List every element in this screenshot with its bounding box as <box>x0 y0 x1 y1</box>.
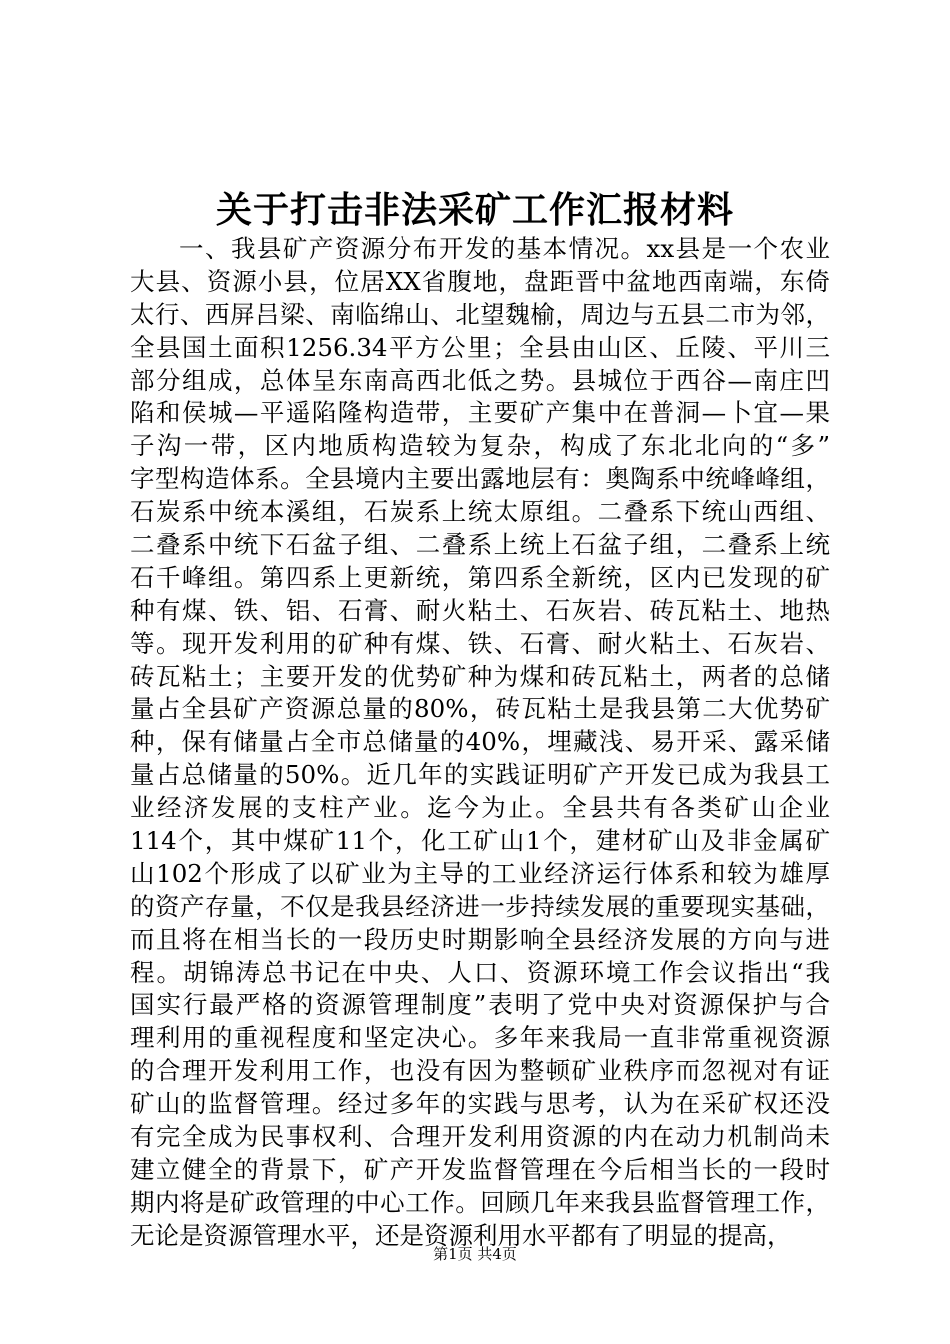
text-line: 石千峰组。第四系上更新统，第四系全新统，区内已发现的矿 <box>130 562 830 592</box>
text-line: 的合理开发利用工作，也没有因为整顿矿业秩序而忽视对有证 <box>130 1056 830 1086</box>
text-line: 子沟一带，区内地质构造较为复杂，构成了东北北向的“多” <box>130 431 830 461</box>
text-line: 砖瓦粘土；主要开发的优势矿种为煤和砖瓦粘土，两者的总储 <box>130 661 830 691</box>
text-line: 太行、西屏吕梁、南临绵山、北望魏榆，周边与五县二市为邻， <box>130 299 830 329</box>
text-line: 字型构造体系。全县境内主要出露地层有：奥陶系中统峰峰组， <box>130 464 830 494</box>
text-line: 量占总储量的50%。近几年的实践证明矿产开发已成为我县工 <box>130 760 830 790</box>
page-number-footer: 第1页 共4页 <box>433 1245 517 1263</box>
text-line: 二叠系中统下石盆子组、二叠系上统上石盆子组，二叠系上统 <box>130 530 830 560</box>
text-line: 石炭系中统本溪组，石炭系上统太原组。二叠系下统山西组、 <box>130 497 830 527</box>
text-line: 无论是资源管理水平，还是资源利用水平都有了明显的提高， <box>130 1220 792 1250</box>
text-line: 大县、资源小县，位居XX省腹地，盘距晋中盆地西南端，东倚 <box>130 266 830 296</box>
text-line: 矿山的监督管理。经过多年的实践与思考，认为在采矿权还没 <box>130 1089 830 1119</box>
text-line: 部分组成，总体呈东南高西北低之势。县城位于西谷—南庄凹 <box>130 365 830 395</box>
text-line: 量占全县矿产资源总量的80%，砖瓦粘土是我县第二大优势矿 <box>130 694 830 724</box>
body-paragraph <box>130 233 830 1253</box>
text-line: 全县国土面积1256.34平方公里；全县由山区、丘陵、平川三 <box>130 332 830 362</box>
text-line: 的资产存量，不仅是我县经济进一步持续发展的重要现实基础， <box>130 891 830 921</box>
text-line: 有完全成为民事权利、合理开发利用资源的内在动力机制尚未 <box>130 1122 830 1152</box>
text-line: 业经济发展的支柱产业。迄今为止。全县共有各类矿山企业 <box>130 793 830 823</box>
text-line: 陷和侯城—平遥陷隆构造带，主要矿产集中在普洞—卜宜—果 <box>130 398 830 428</box>
text-line: 国实行最严格的资源管理制度”表明了党中央对资源保护与合 <box>130 990 830 1020</box>
text-line: 理利用的重视程度和坚定决心。多年来我局一直非常重视资源 <box>130 1023 830 1053</box>
text-line: 程。胡锦涛总书记在中央、人口、资源环境工作会议指出“我 <box>130 957 830 987</box>
text-line: 一、我县矿产资源分布开发的基本情况。xx县是一个农业 <box>179 234 830 263</box>
text-line: 种，保有储量占全市总储量的40%，埋藏浅、易开采、露采储 <box>130 727 830 757</box>
text-line: 种有煤、铁、铝、石膏、耐火粘土、石灰岩、砖瓦粘土、地热 <box>130 595 830 625</box>
document-title: 关于打击非法采矿工作汇报材料 <box>215 189 734 231</box>
text-line: 114个，其中煤矿11个，化工矿山1个，建材矿山及非金属矿 <box>130 826 830 856</box>
text-line: 而且将在相当长的一段历史时期影响全县经济发展的方向与进 <box>130 924 830 954</box>
text-line: 建立健全的背景下，矿产开发监督管理在今后相当长的一段时 <box>130 1154 830 1184</box>
text-line: 山102个形成了以矿业为主导的工业经济运行体系和较为雄厚 <box>130 858 830 888</box>
text-line: 等。现开发利用的矿种有煤、铁、石膏、耐火粘土、石灰岩、 <box>130 628 830 658</box>
text-line: 期内将是矿政管理的中心工作。回顾几年来我县监督管理工作， <box>130 1187 830 1217</box>
